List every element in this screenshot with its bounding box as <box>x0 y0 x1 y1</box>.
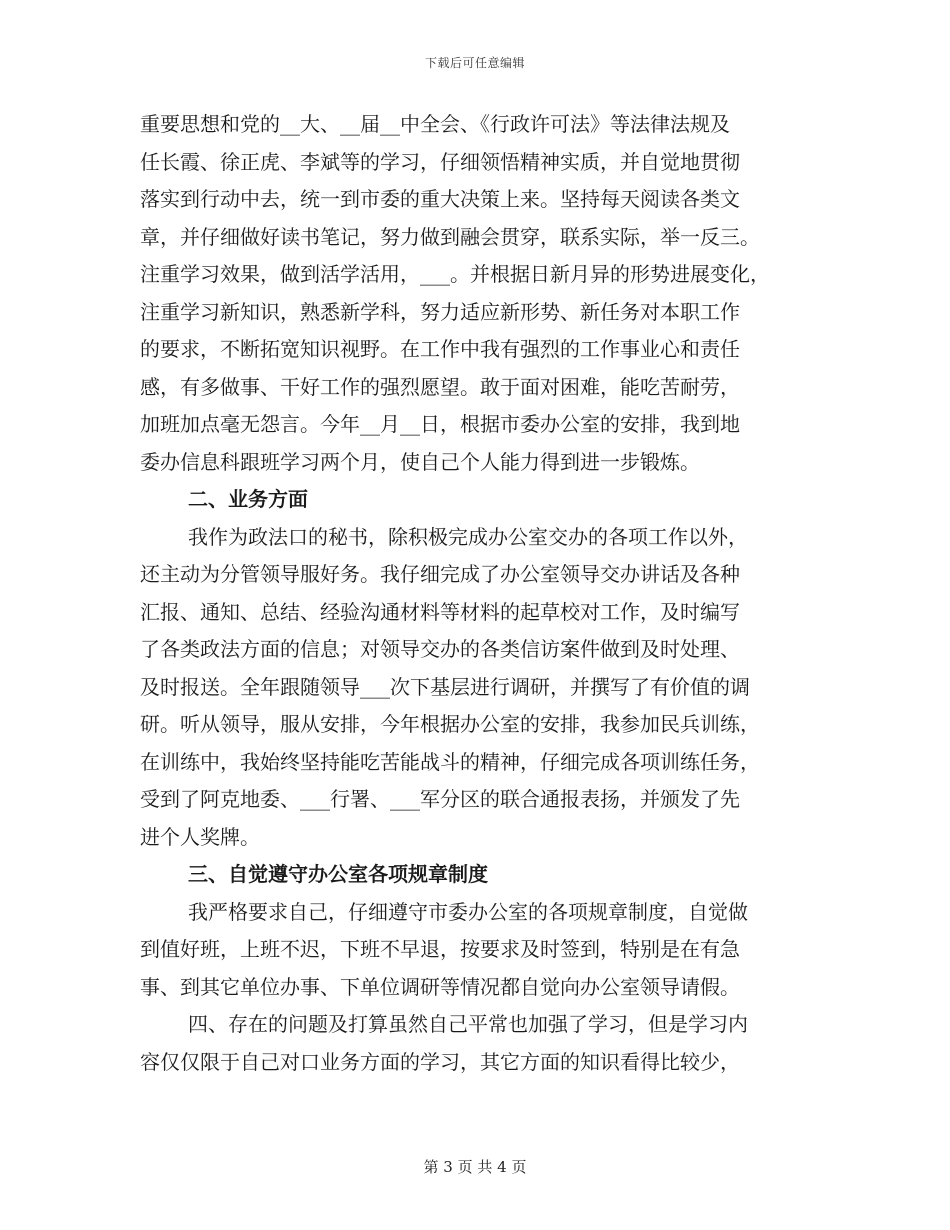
section-heading-business: 二、业务方面 <box>188 487 308 511</box>
body-line: 还主动为分管领导服好务。我仔细完成了办公室领导交办讲话及各种 <box>140 562 740 586</box>
body-line: 重要思想和党的__大、__届__中全会、《行政许可法》等法律法规及 <box>140 112 730 136</box>
body-line: 到值好班，上班不迟，下班不早退，按要求及时签到，特别是在有急 <box>140 937 740 961</box>
body-line: 进个人奖牌。 <box>140 824 260 849</box>
page-footer: 第 3 页 共 4 页 <box>423 1158 527 1176</box>
body-line: 汇报、通知、总结、经验沟通材料等材料的起草校对工作，及时编写 <box>140 599 740 624</box>
body-line: 了各类政法方面的信息；对领导交办的各类信访案件做到及时处理、 <box>140 637 740 661</box>
body-line: 注重学习效果，做到活学活用，___。并根据日新月异的形势进展变化， <box>140 262 770 286</box>
body-line: 事、到其它单位办事、下单位调研等情况都自觉向办公室领导请假。 <box>140 974 740 999</box>
body-line: 加班加点毫无怨言。今年__月__日，根据市委办公室的安排，我到地 <box>140 412 740 436</box>
body-line: 我作为政法口的秘书，除积极完成办公室交办的各项工作以外， <box>188 524 748 549</box>
body-line: 在训练中，我始终坚持能吃苦能战斗的精神，仔细完成各项训练任务， <box>140 749 760 774</box>
body-line: 我严格要求自己，仔细遵守市委办公室的各项规章制度，自觉做 <box>188 899 748 924</box>
body-line: 四、存在的问题及打算虽然自己平常也加强了学习，但是学习内 <box>188 1012 748 1036</box>
body-line: 研。听从领导，服从安排，今年根据办公室的安排，我参加民兵训练， <box>140 712 760 736</box>
section-heading-rules: 三、自觉遵守办公室各项规章制度 <box>188 862 488 886</box>
body-line: 感，有多做事、干好工作的强烈愿望。敢于面对困难，能吃苦耐劳， <box>140 374 740 399</box>
document-body <box>140 106 820 1081</box>
body-line: 受到了阿克地委、___行署、___军分区的联合通报表扬，并颁发了先 <box>140 787 740 811</box>
body-line: 章，并仔细做好读书笔记，努力做到融会贯穿，联系实际，举一反三。 <box>140 224 760 249</box>
page-header: 下载后可任意编辑 <box>424 56 525 70</box>
body-line: 委办信息科跟班学习两个月，使自己个人能力得到进一步锻炼。 <box>140 449 700 474</box>
body-line: 及时报送。全年跟随领导___次下基层进行调研，并撰写了有价值的调 <box>140 674 750 699</box>
body-line: 的要求，不断拓宽知识视野。在工作中我有强烈的工作事业心和责任 <box>140 337 740 361</box>
body-line: 注重学习新知识，熟悉新学科，努力适应新形势、新任务对本职工作 <box>140 299 740 324</box>
body-line: 落实到行动中去，统一到市委的重大决策上来。坚持每天阅读各类文 <box>140 187 740 211</box>
body-line: 任长霞、徐正虎、李斌等的学习，仔细领悟精神实质，并自觉地贯彻 <box>140 149 740 174</box>
body-line: 容仅仅限于自己对口业务方面的学习，其它方面的知识看得比较少， <box>140 1049 740 1074</box>
